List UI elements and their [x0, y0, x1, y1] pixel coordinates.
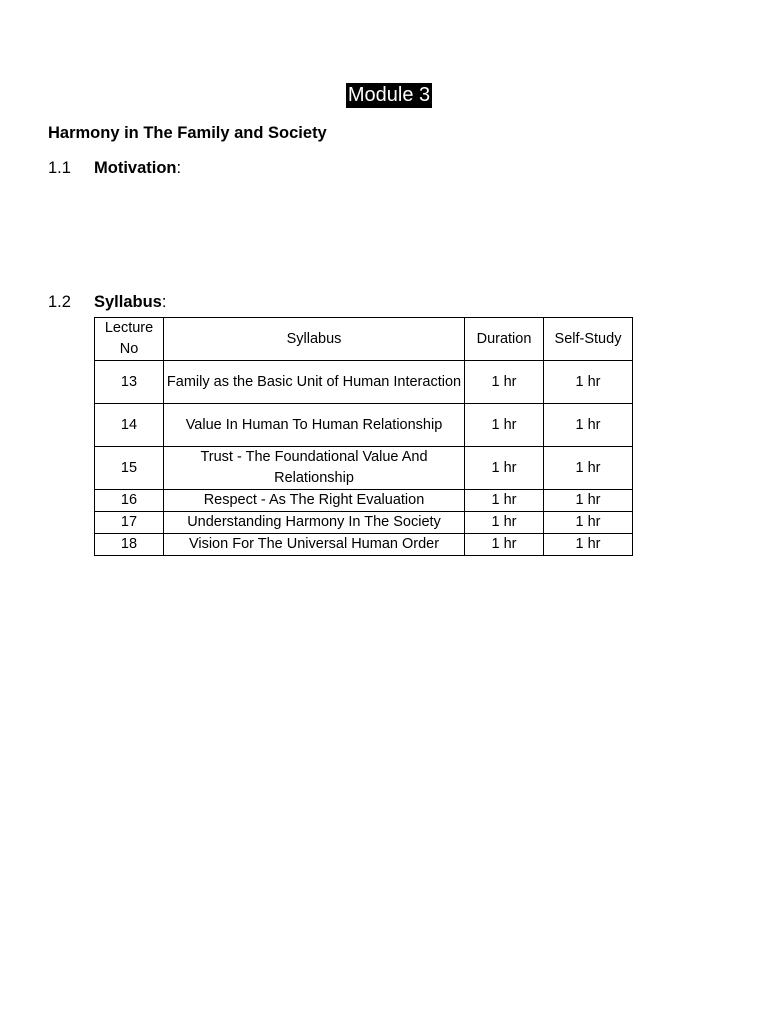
- cell-lecture-no: 13: [95, 361, 164, 404]
- header-syllabus: Syllabus: [164, 318, 465, 361]
- cell-syllabus: Vision For The Universal Human Order: [164, 534, 465, 556]
- table-row: [95, 447, 633, 490]
- module-title-container: [0, 83, 768, 108]
- cell-self-study: 1 hr: [544, 534, 633, 556]
- section-number: 1.2: [48, 293, 71, 311]
- section-label: Syllabus: [94, 293, 162, 311]
- syllabus-table: [94, 317, 633, 556]
- table-header-row: [95, 318, 633, 361]
- cell-duration: 1 hr: [465, 534, 544, 556]
- table-row: [95, 490, 633, 512]
- cell-syllabus: Understanding Harmony In The Society: [164, 512, 465, 534]
- module-title: Module 3: [347, 84, 431, 106]
- header-duration: Duration: [465, 318, 544, 361]
- section-motivation: [48, 157, 181, 179]
- cell-self-study: 1 hr: [544, 447, 633, 490]
- cell-duration: 1 hr: [465, 447, 544, 490]
- cell-self-study: 1 hr: [544, 490, 633, 512]
- cell-duration: 1 hr: [465, 404, 544, 447]
- cell-syllabus: Family as the Basic Unit of Human Interaction: [164, 361, 465, 404]
- cell-self-study: 1 hr: [544, 404, 633, 447]
- cell-lecture-no: 16: [95, 490, 164, 512]
- cell-lecture-no: 18: [95, 534, 164, 556]
- cell-lecture-no: 15: [95, 447, 164, 490]
- cell-syllabus: Respect - As The Right Evaluation: [164, 490, 465, 512]
- cell-lecture-no: 14: [95, 404, 164, 447]
- cell-self-study: 1 hr: [544, 361, 633, 404]
- section-colon: :: [176, 159, 182, 177]
- section-label: Motivation: [94, 159, 177, 177]
- cell-duration: 1 hr: [465, 512, 544, 534]
- section-colon: :: [161, 293, 167, 311]
- table-row: [95, 361, 633, 404]
- cell-self-study: 1 hr: [544, 512, 633, 534]
- cell-syllabus: Trust - The Foundational Value And Relationship: [164, 447, 465, 490]
- table-row: [95, 512, 633, 534]
- table-row: [95, 404, 633, 447]
- section-number: 1.1: [48, 159, 71, 177]
- header-lecture-no: Lecture No: [95, 318, 164, 361]
- header-self-study: Self-Study: [544, 318, 633, 361]
- cell-syllabus: Value In Human To Human Relationship: [164, 404, 465, 447]
- table-row: [95, 534, 633, 556]
- section-syllabus: [48, 291, 166, 313]
- cell-lecture-no: 17: [95, 512, 164, 534]
- document-heading: Harmony in The Family and Society: [48, 124, 327, 142]
- cell-duration: 1 hr: [465, 361, 544, 404]
- cell-duration: 1 hr: [465, 490, 544, 512]
